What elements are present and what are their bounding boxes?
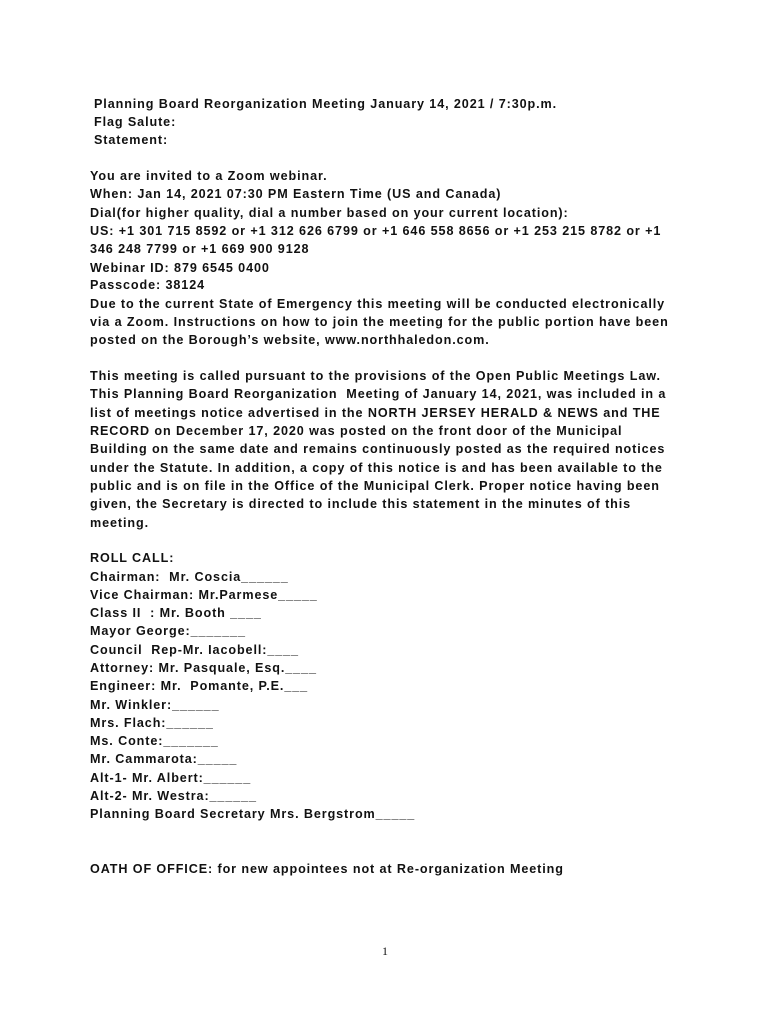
statement-line: This meeting is called pursuant to the provisions of the Open Public Meetings Law. <box>90 369 661 383</box>
statement-label: Statement: <box>94 133 169 147</box>
roll-call-entry: Alt-1- Mr. Albert:______ <box>90 771 252 785</box>
roll-call-entry: Attorney: Mr. Pasquale, Esq.____ <box>90 661 317 675</box>
meeting-title: Planning Board Reorganization Meeting January 14, 2021 / 7:30p.m. <box>94 97 558 111</box>
statement-line: RECORD on December 17, 2020 was posted on the front door of the Municipal <box>90 424 623 438</box>
roll-call-entry: Engineer: Mr. Pomante, P.E.___ <box>90 679 309 693</box>
roll-call-entry: Mr. Cammarota:_____ <box>90 752 238 766</box>
roll-call-entry: Class II : Mr. Booth ____ <box>90 606 262 620</box>
statement-line: This Planning Board Reorganization Meeting of January 14, 2021, was included in a <box>90 387 667 401</box>
statement-line: under the Statute. In addition, a copy of this notice is and has been available to the <box>90 461 663 475</box>
statement-line: public and is on file in the Office of the Municipal Clerk. Proper notice having been <box>90 479 660 493</box>
zoom-line: Passcode: 38124 <box>90 278 206 292</box>
roll-call-entry: Planning Board Secretary Mrs. Bergstrom_____ <box>90 807 416 821</box>
zoom-line: Due to the current State of Emergency this meeting will be conducted electronically <box>90 297 666 311</box>
zoom-line: US: +1 301 715 8592 or +1 312 626 6799 or +1 646 558 8656 or +1 253 215 8782 or +1 <box>90 224 662 238</box>
oath-of-office-line: OATH OF OFFICE: for new appointees not at Re-organization Meeting <box>90 862 564 876</box>
roll-call-entry: Alt-2- Mr. Westra:______ <box>90 789 257 803</box>
zoom-line: posted on the Borough’s website, www.northhaledon.com. <box>90 333 490 347</box>
roll-call-entry: Mr. Winkler:______ <box>90 698 220 712</box>
statement-line: meeting. <box>90 516 149 530</box>
zoom-line: You are invited to a Zoom webinar. <box>90 169 328 183</box>
zoom-line: via a Zoom. Instructions on how to join the meeting for the public portion have been <box>90 315 669 329</box>
roll-call-heading: ROLL CALL: <box>90 551 175 565</box>
zoom-line: 346 248 7799 or +1 669 900 9128 <box>90 242 310 256</box>
zoom-line: Dial(for higher quality, dial a number based on your current location): <box>90 206 569 220</box>
flag-salute-label: Flag Salute: <box>94 115 177 129</box>
statement-line: Building on the same date and remains continuously posted as the required notices <box>90 442 666 456</box>
statement-line: given, the Secretary is directed to include this statement in the minutes of this <box>90 497 632 511</box>
roll-call-entry: Ms. Conte:_______ <box>90 734 219 748</box>
roll-call-entry: Vice Chairman: Mr.Parmese_____ <box>90 588 318 602</box>
zoom-line: Webinar ID: 879 6545 0400 <box>90 261 270 275</box>
roll-call-entry: Mrs. Flach:______ <box>90 716 214 730</box>
zoom-line: When: Jan 14, 2021 07:30 PM Eastern Time (US and Canada) <box>90 187 502 201</box>
roll-call-entry: Council Rep-Mr. Iacobell:____ <box>90 643 299 657</box>
roll-call-entry: Mayor George:_______ <box>90 624 246 638</box>
roll-call-entry: Chairman: Mr. Coscia______ <box>90 570 289 584</box>
statement-line: list of meetings notice advertised in the NORTH JERSEY HERALD & NEWS and THE <box>90 406 661 420</box>
page-number: 1 <box>382 944 388 958</box>
